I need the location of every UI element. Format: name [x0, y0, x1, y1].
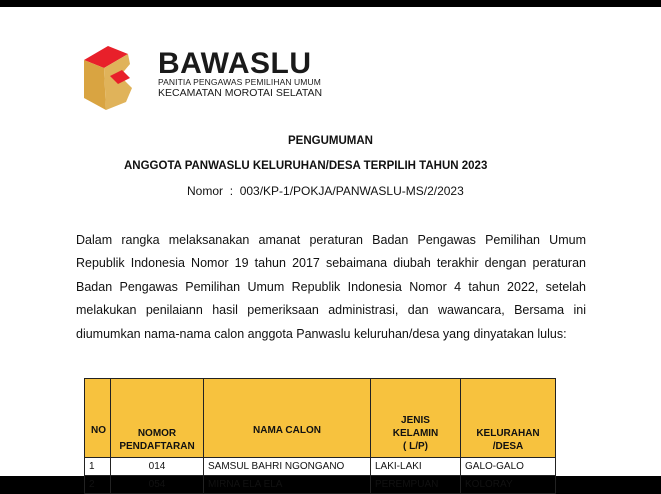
number-value: : 003/KP-1/POKJA/PANWASLU-MS/2/2023	[229, 184, 464, 198]
cell-jenis-kelamin: LAKI-LAKI	[371, 458, 461, 476]
cell-nama: MIRNA ELA ELA	[204, 476, 371, 494]
table-row	[85, 458, 556, 476]
table-header-row	[85, 379, 556, 458]
cell-kelurahan: KOLORAY	[461, 476, 556, 494]
paragraph-line: Republik Indonesia Nomor 19 tahun 2017 sebaimana diubah terakhir dengan peraturan	[76, 256, 586, 271]
document-number	[187, 184, 464, 198]
announcement-heading: PENGUMUMAN	[288, 135, 373, 147]
announcement-paragraph	[76, 229, 586, 346]
cell-nama: SAMSUL BAHRI NGONGANO	[204, 458, 371, 476]
header-nama-calon: NAMA CALON	[204, 379, 371, 458]
header-jenis-kelamin: JENIS KELAMIN ( L/P)	[371, 379, 461, 458]
document-page	[0, 7, 661, 490]
org-name: BAWASLU	[158, 47, 312, 80]
paragraph-line: Badan Pengawas Pemilihan Umum Republik Indonesia Nomor 4 tahun 2022, setelah	[76, 279, 586, 294]
number-label: Nomor	[187, 184, 224, 198]
paragraph-line: diumumkan nama-nama calon anggota Panwaslu keluruhan/desa yang dinyatakan lulus:	[76, 326, 567, 341]
paragraph-line: Dalam rangka melaksanakan amanat peraturan Badan Pengawas Pemilihan Umum	[76, 233, 586, 247]
header-nomor-pendaftaran: NOMOR PENDAFTARAN	[111, 379, 204, 458]
candidates-table	[84, 378, 556, 494]
cell-no: 2	[85, 476, 111, 494]
org-subtitle: PANITIA PENGAWAS PEMILIHAN UMUM	[158, 77, 321, 87]
header-kelurahan-desa: KELURAHAN /DESA	[461, 379, 556, 458]
bawaslu-logo-icon	[80, 40, 154, 114]
cell-nomor: 014	[111, 458, 204, 476]
cell-no: 1	[85, 458, 111, 476]
paragraph-line: melakukan penilaiann hasil pemeriksaan administrasi, dan wawancara, Bersama ini	[76, 303, 586, 318]
cell-jenis-kelamin: PEREMPUAN	[371, 476, 461, 494]
cell-kelurahan: GALO-GALO	[461, 458, 556, 476]
org-district: KECAMATAN MOROTAI SELATAN	[158, 87, 323, 99]
header-no: NO	[85, 379, 111, 458]
cell-nomor: 054	[111, 476, 204, 494]
table-row	[85, 476, 556, 494]
announcement-subheading: ANGGOTA PANWASLU KELURUHAN/DESA TERPILIH TAHUN 2023	[124, 160, 488, 172]
